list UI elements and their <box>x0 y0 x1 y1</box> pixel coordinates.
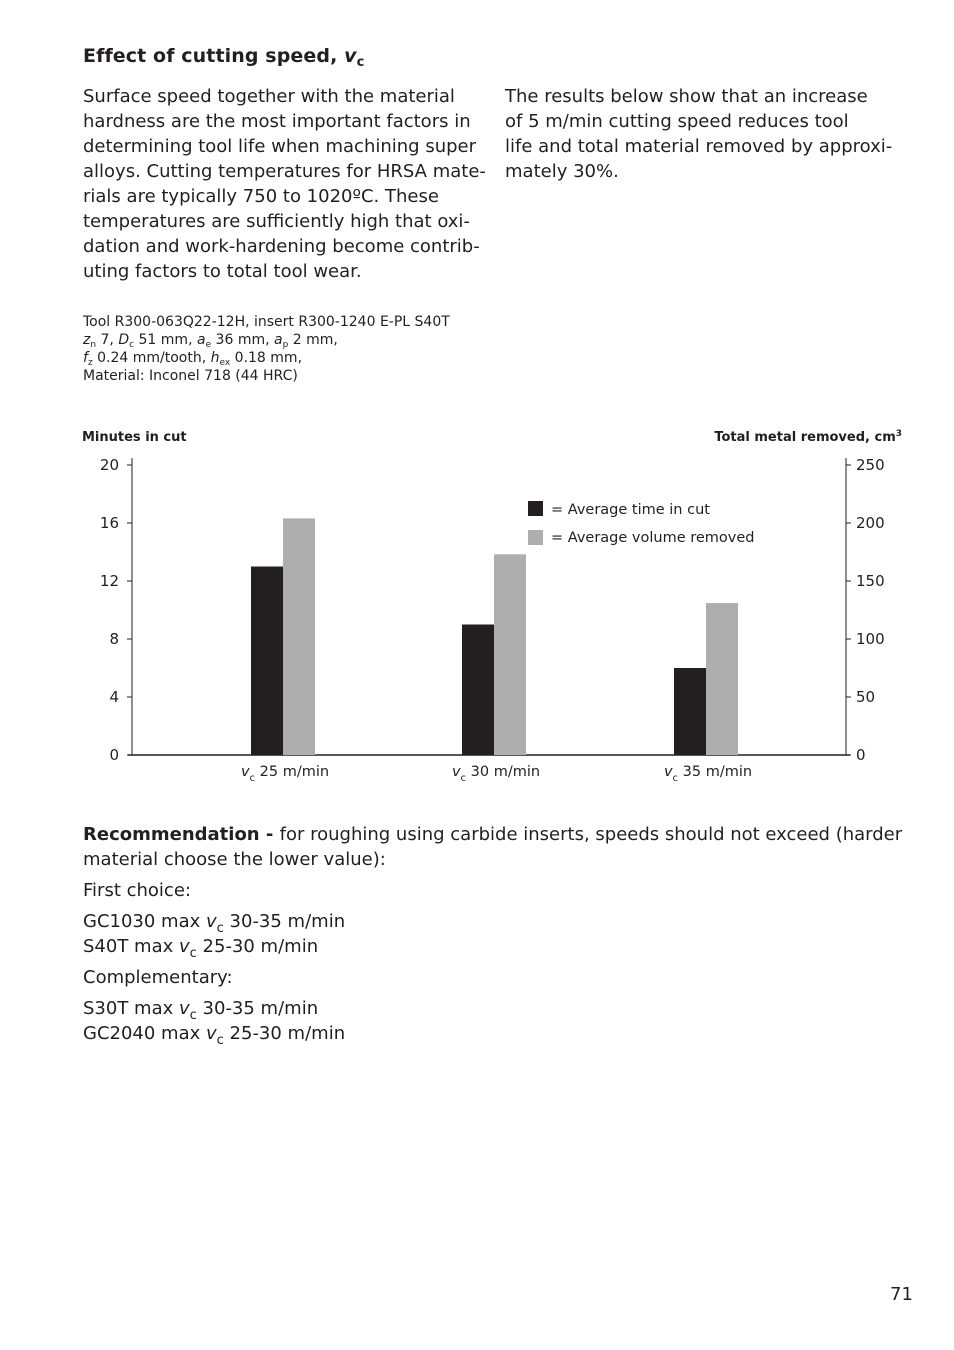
reco-line-1 <box>83 822 902 847</box>
ap-value: 2 mm, <box>288 332 338 348</box>
speed-sub: c <box>189 946 197 961</box>
legend-label-volume: = Average volume removed <box>551 530 755 546</box>
x-category-label <box>664 764 752 784</box>
speed-range: 25-30 m/min <box>196 936 319 957</box>
bar-time-in-cut <box>462 625 494 756</box>
x-category-sub: c <box>460 773 467 784</box>
cutting-speed-bar-chart <box>0 420 954 800</box>
x-category-symbol: v <box>451 764 461 780</box>
hex-symbol: h <box>210 350 220 366</box>
speed-symbol: v <box>206 911 217 932</box>
intro-right-line: The results below show that an increase <box>505 86 868 107</box>
recommendation-block <box>83 822 902 1046</box>
ap-sub: p <box>282 340 289 350</box>
speed-range: 25-30 m/min <box>223 1023 346 1044</box>
reco-bold: Recommendation - <box>83 824 280 845</box>
speed-sub: c <box>216 921 224 936</box>
complementary-label: Complementary: <box>83 967 233 988</box>
first-choice-item <box>83 909 902 934</box>
first-choice-label: First choice: <box>83 880 191 901</box>
dc-symbol: D <box>118 332 130 348</box>
hex-sub: ex <box>219 358 231 368</box>
x-category-value: 35 m/min <box>678 764 753 780</box>
intro-left-paragraph <box>83 84 488 284</box>
intro-right-line: life and total material removed by approxi- <box>505 136 893 157</box>
ap-symbol: a <box>274 332 283 348</box>
spec-feed-line <box>83 349 450 367</box>
left-tick-label: 20 <box>99 456 119 474</box>
speed-sub: c <box>216 1033 224 1048</box>
ae-sub: e <box>205 340 212 350</box>
hex-value: 0.18 mm, <box>230 350 303 366</box>
complementary-item <box>83 996 902 1021</box>
left-tick-label: 8 <box>109 630 119 648</box>
intro-left-line: alloys. Cutting temperatures for HRSA mate- <box>83 161 486 182</box>
fz-sub: z <box>87 358 93 368</box>
speed-symbol: v <box>206 1023 217 1044</box>
ae-symbol: a <box>196 332 206 348</box>
intro-left-line: uting factors to total tool wear. <box>83 261 362 282</box>
reco-line-2: material choose the lower value): <box>83 849 386 870</box>
right-axis-title-text: Total metal removed, cm <box>714 430 896 445</box>
grade: S40T max <box>83 936 179 957</box>
first-choice-item <box>83 934 902 959</box>
grade: GC2040 max <box>83 1023 206 1044</box>
legend-label-time: = Average time in cut <box>551 502 710 518</box>
bar-volume-removed <box>706 603 738 755</box>
grade: GC1030 max <box>83 911 206 932</box>
dc-value: 51 mm, <box>134 332 197 348</box>
grade: S30T max <box>83 998 179 1019</box>
chart-x-categories <box>241 764 752 784</box>
fz-value: 0.24 mm/tooth, <box>92 350 211 366</box>
right-tick-label: 150 <box>856 572 885 590</box>
legend-swatch-time <box>528 501 543 516</box>
intro-left-line: dation and work-hardening become contrib- <box>83 236 480 257</box>
spec-material-line: Material: Inconel 718 (44 HRC) <box>83 368 298 384</box>
left-tick-label: 0 <box>109 746 119 764</box>
x-category-value: 30 m/min <box>466 764 541 780</box>
zn-symbol: z <box>83 332 91 348</box>
x-category-sub: c <box>249 773 256 784</box>
heading-text: Effect of cutting speed, <box>83 45 338 67</box>
intro-right-paragraph <box>505 84 900 184</box>
speed-symbol: v <box>179 998 190 1019</box>
bar-volume-removed <box>283 518 315 755</box>
x-category-sub: c <box>672 773 679 784</box>
section-heading <box>83 45 364 70</box>
right-axis-title <box>714 429 902 445</box>
intro-left-line: hardness are the most important factors in <box>83 111 471 132</box>
page-number: 71 <box>890 1284 913 1305</box>
x-category-value: 25 m/min <box>255 764 330 780</box>
speed-sub: c <box>189 1008 197 1023</box>
left-tick-label: 12 <box>99 572 119 590</box>
right-tick-label: 250 <box>856 456 885 474</box>
x-category-label <box>452 764 540 784</box>
intro-left-line: Surface speed together with the material <box>83 86 455 107</box>
intro-left-line: determining tool life when machining super <box>83 136 477 157</box>
intro-right-line: mately 30%. <box>505 161 619 182</box>
dc-sub: c <box>129 340 135 350</box>
reco-text: for roughing using carbide inserts, speeds should not exceed (harder <box>279 824 903 845</box>
left-tick-label: 16 <box>99 514 119 532</box>
speed-range: 30-35 m/min <box>196 998 319 1019</box>
complementary-item <box>83 1021 902 1046</box>
legend-swatch-volume <box>528 530 543 545</box>
left-tick-label: 4 <box>109 688 119 706</box>
right-tick-label: 0 <box>856 746 866 764</box>
speed-range: 30-35 m/min <box>223 911 346 932</box>
chart-bars <box>251 518 738 755</box>
intro-left-line: rials are typically 750 to 1020ºC. These <box>83 186 439 207</box>
heading-symbol: v <box>344 45 357 67</box>
intro-right-line: of 5 m/min cutting speed reduces tool <box>505 111 849 132</box>
heading-subscript: c <box>356 55 365 70</box>
x-category-symbol: v <box>663 764 673 780</box>
x-category-label <box>241 764 329 784</box>
x-category-symbol: v <box>240 764 250 780</box>
fz-symbol: f <box>83 350 88 366</box>
spec-tool-line: Tool R300-063Q22-12H, insert R300-1240 E-PL S40T <box>83 314 450 330</box>
bar-time-in-cut <box>674 668 706 755</box>
right-tick-label: 200 <box>856 514 885 532</box>
zn-value: 7, <box>96 332 119 348</box>
zn-sub: n <box>90 340 97 350</box>
bar-volume-removed <box>494 554 526 755</box>
chart-legend <box>528 501 755 546</box>
left-axis-title: Minutes in cut <box>82 430 187 445</box>
test-conditions <box>83 313 450 385</box>
bar-time-in-cut <box>251 567 283 756</box>
ae-value: 36 mm, <box>211 332 274 348</box>
intro-left-line: temperatures are sufficiently high that oxi- <box>83 211 470 232</box>
right-tick-label: 100 <box>856 630 885 648</box>
speed-symbol: v <box>179 936 190 957</box>
right-axis-title-sup: 3 <box>895 429 902 439</box>
spec-params-line <box>83 331 450 349</box>
right-tick-label: 50 <box>856 688 876 706</box>
